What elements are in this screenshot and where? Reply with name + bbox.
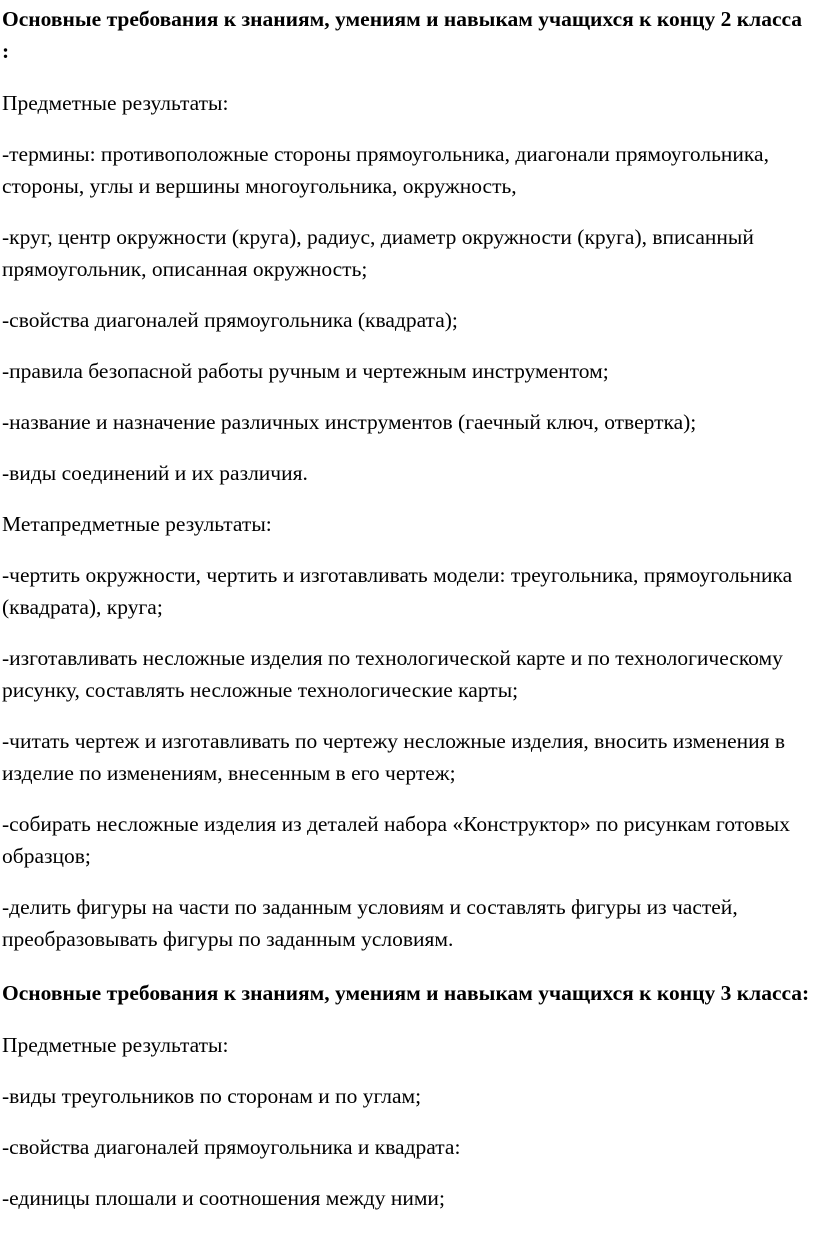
section-heading-grade-2: Основные требования к знаниям, умениям и навыкам учащихся к концу 2 класса : xyxy=(2,7,803,63)
meta-results-title: Метапредметные результаты: xyxy=(2,512,272,536)
list-item: -свойства диагоналей прямоугольника (квадрата); xyxy=(2,308,458,332)
list-item: -виды соединений и их различия. xyxy=(2,461,308,485)
list-item: -чертить окружности, чертить и изготавливать модели: треугольника, прямоугольника (квадрата), круга; xyxy=(2,563,793,619)
subject-results-title: Предметные результаты: xyxy=(2,91,229,115)
list-item: -делить фигуры на части по заданным условиям и составлять фигуры из частей, преобразовывать фигуры по заданным условиям. xyxy=(2,895,738,951)
list-item: -термины: противоположные стороны прямоугольника, диагонали прямоугольника, стороны, углы и вершины многоугольника, окружность, xyxy=(2,142,769,198)
list-item: -свойства диагоналей прямоугольника и квадрата: xyxy=(2,1135,461,1159)
list-item: -виды треугольников по сторонам и по углам; xyxy=(2,1084,422,1108)
list-item: -читать чертеж и изготавливать по чертежу несложные изделия, вносить изменения в изделие по изменениям, внесенным в его чертеж; xyxy=(2,729,786,785)
list-item: -собирать несложные изделия из деталей набора «Конструктор» по рисункам готовых образцов; xyxy=(2,812,790,868)
list-item: -название и назначение различных инструментов (гаечный ключ, отвертка); xyxy=(2,410,697,434)
list-item: -круг, центр окружности (круга), радиус, диаметр окружности (круга), вписанный прямоугольник, описанная окружность; xyxy=(2,225,754,281)
list-item: -единицы плошали и соотношения между ними; xyxy=(2,1186,445,1210)
list-item: -изготавливать несложные изделия по технологической карте и по технологическому рисунку, составлять несложные технологические карты; xyxy=(2,646,783,702)
list-item: -правила безопасной работы ручным и чертежным инструментом; xyxy=(2,359,609,383)
section-heading-grade-3: Основные требования к знаниям, умениям и навыкам учащихся к концу 3 класса: xyxy=(2,981,810,1005)
subject-results-title: Предметные результаты: xyxy=(2,1033,229,1057)
